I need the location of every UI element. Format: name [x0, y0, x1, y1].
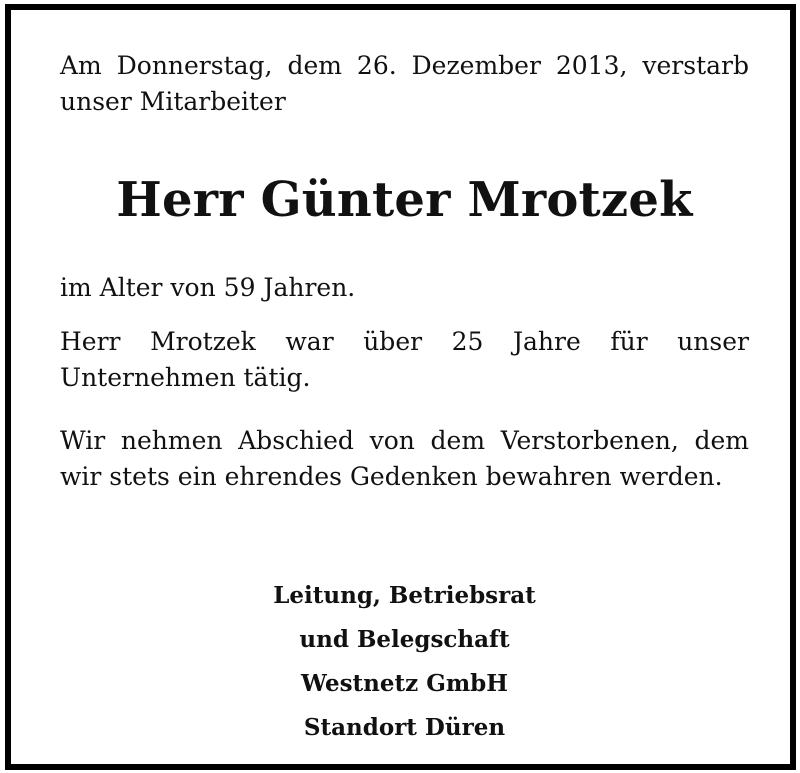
- intro-text: Am Donnerstag, dem 26. Dezember 2013, verstarb unser Mitarbeiter: [60, 51, 749, 116]
- deceased-name: Herr Günter Mrotzek: [116, 172, 693, 228]
- obituary-notice-frame: [5, 4, 796, 770]
- signature-line-3: Westnetz GmbH: [301, 670, 508, 697]
- signature-line-4: Standort Düren: [303, 714, 506, 741]
- tenure-text: Herr Mrotzek war über 25 Jahre für unser Unternehmen tätig.: [60, 327, 749, 392]
- signature-line-2: und Belegschaft: [299, 626, 510, 653]
- signature-block: [60, 574, 749, 750]
- farewell-text: Wir nehmen Abschied von dem Verstorbenen, dem wir stets ein ehrendes Gedenken bewahren werden.: [60, 426, 749, 491]
- obituary-content: [60, 48, 749, 741]
- age-text: im Alter von 59 Jahren.: [60, 273, 356, 302]
- signature-line-1: Leitung, Betriebsrat: [273, 582, 536, 609]
